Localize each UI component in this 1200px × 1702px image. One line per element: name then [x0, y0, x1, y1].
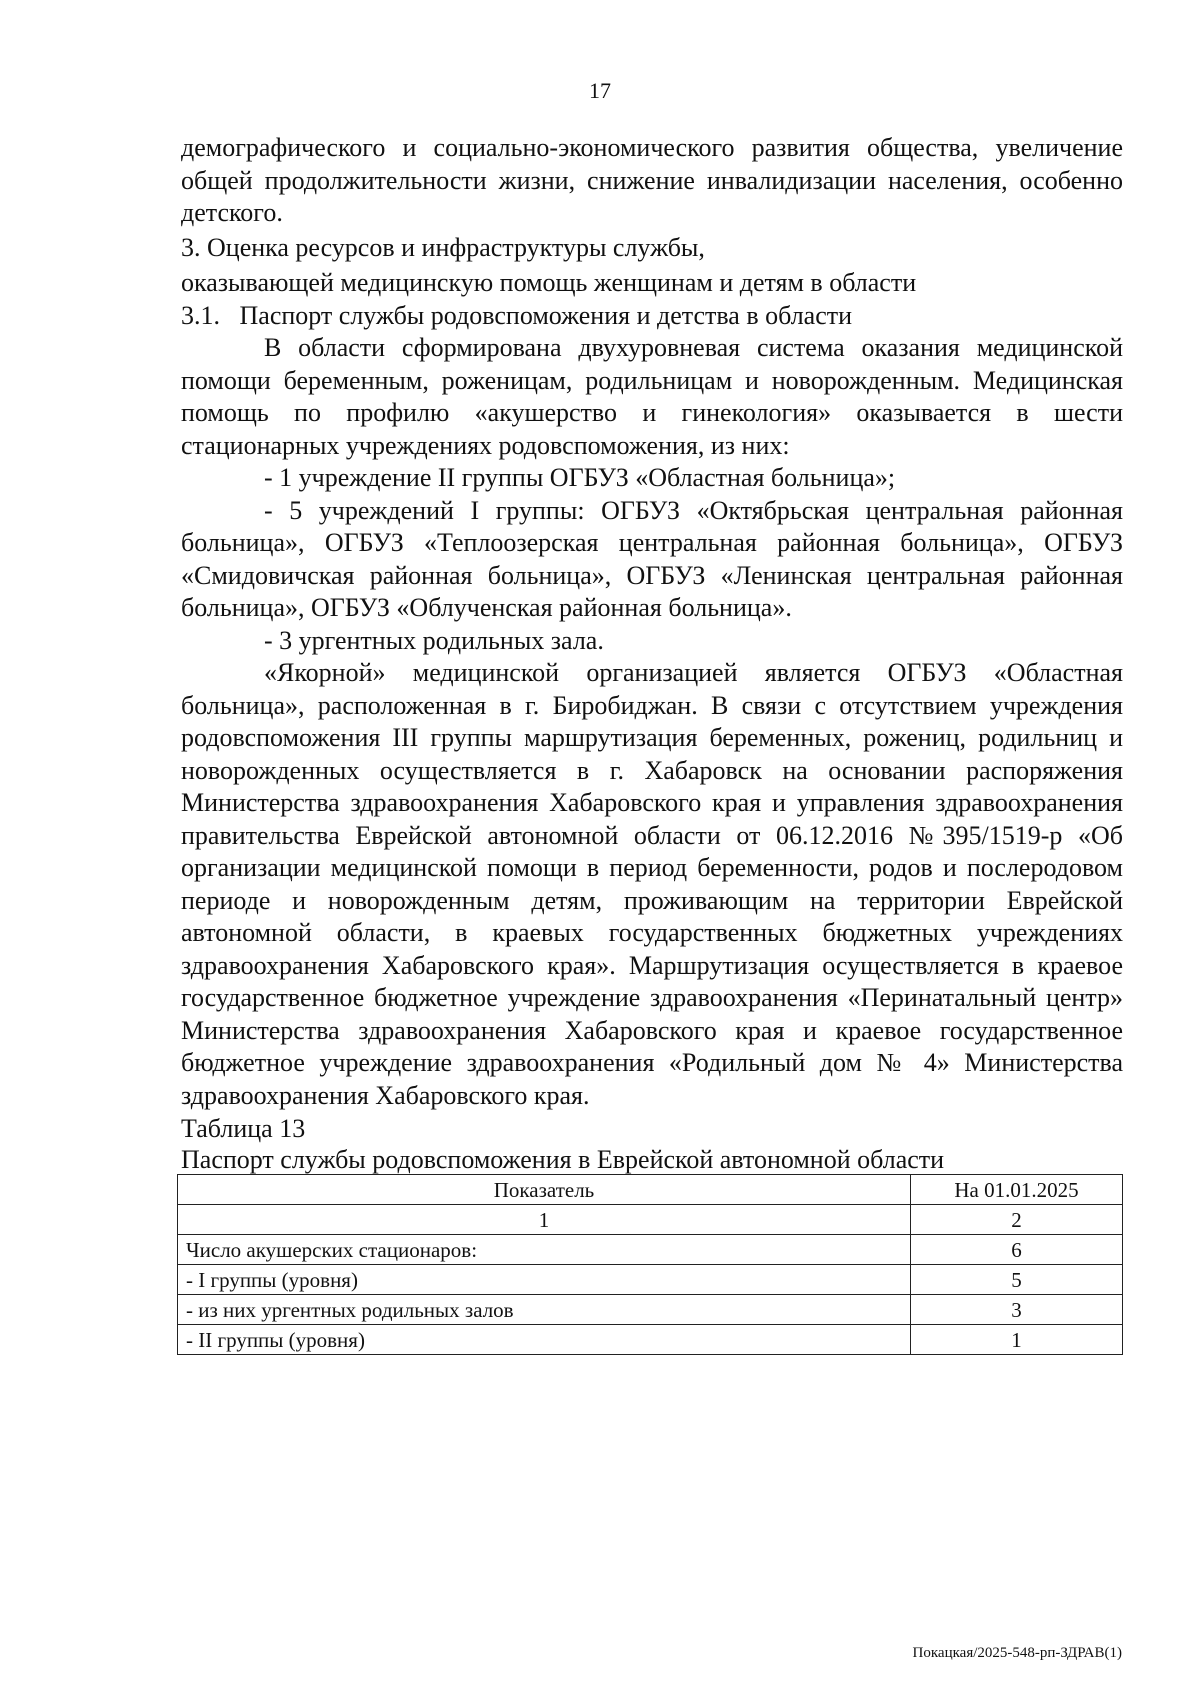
table-cell-value: 3 — [911, 1295, 1123, 1325]
table-header-date: На 01.01.2025 — [911, 1175, 1123, 1205]
document-footer-code: Покацкая/2025-548-рп-ЗДРАВ(1) — [912, 1645, 1122, 1661]
table-cell-label: - I группы (уровня) — [178, 1265, 911, 1295]
section-title-line2: оказывающей медицинскую помощь женщинам и детям в области — [181, 267, 917, 297]
section-title-line1: 3. Оценка ресурсов и инфраструктуры службы, — [181, 232, 705, 262]
section-title — [181, 230, 1123, 300]
passport-table — [177, 1174, 1123, 1355]
table-cell-value: 6 — [911, 1235, 1123, 1265]
table-number-cell: 1 — [178, 1205, 911, 1235]
paragraph-routing: «Якорной» медицинской организацией является ОГБУЗ «Областная больница», расположенная в г. Биробиджан. В связи с отсутствием учреждения родовспоможения III группы маршрутизация беременных, рожениц, родильниц и новорожденных осуществляется в г. Хабаровск на основании распоряжения Министерства здравоохранения Хабаровского края и управления здравоохранения правительства Еврейской автономной области от 06.12.2016 №395/1519-р «Об организации медицинской помощи в период беременности, родов и послеродовом периоде и новорожденным детям, проживающим на территории Еврейской автономной области, в краевых государственных бюджетных учреждениях здравоохранения Хабаровского края». Маршрутизация осуществляется в краевое государственное бюджетное учреждение здравоохранения «Перинатальный центр» Министерства здравоохранения Хабаровского края и краевое государственное бюджетное учреждение здравоохранения «Родильный дом № 4» Министерства здравоохранения Хабаровского края. — [181, 658, 1123, 1110]
table-cell-value: 5 — [911, 1265, 1123, 1295]
table-cell-value: 1 — [911, 1325, 1123, 1355]
table-cell-label: - из них ургентных родильных залов — [178, 1295, 911, 1325]
table-cell-label: Число акушерских стационаров: — [178, 1235, 911, 1265]
page-number: 17 — [589, 78, 611, 103]
table-cell-label: - II группы (уровня) — [178, 1325, 911, 1355]
paragraph-system: В области сформирована двухуровневая система оказания медицинской помощи беременным, роженицам, родильницам и новорожденным. Медицинская помощь по профилю «акушерство и гинекология» оказывается в шести стационарных учреждениях родовспоможения, из них: — [181, 333, 1123, 460]
table-numbering-row — [178, 1205, 1123, 1235]
table-row — [178, 1235, 1123, 1265]
table-number-cell: 2 — [911, 1205, 1123, 1235]
list-item-group-1: - 5 учреждений I группы: ОГБУЗ «Октябрьская центральная районная больница», ОГБУЗ «Теплоозерская центральная районная больница», ОГБУЗ «Смидовичская районная больница», ОГБУЗ «Ленинская центральная районная больница», ОГБУЗ «Облученская районная больница». — [181, 495, 1123, 622]
table-row — [178, 1295, 1123, 1325]
table-header-indicator: Показатель — [178, 1175, 911, 1205]
list-item-urgent-halls: - 3 ургентных родильных зала. — [264, 625, 604, 655]
subsection-title: 3.1. Паспорт службы родовспоможения и детства в области — [181, 300, 853, 330]
document-body — [181, 132, 1123, 1355]
paragraph-continuation: демографического и социально-экономического развития общества, увеличение общей продолжительности жизни, снижение инвалидизации населения, особенно детского. — [181, 133, 1123, 227]
table-row — [178, 1265, 1123, 1295]
table-row — [178, 1325, 1123, 1355]
table-label: Таблица 13 — [181, 1114, 306, 1143]
table-header-row — [178, 1175, 1123, 1205]
list-item-group-2: - 1 учреждение II группы ОГБУЗ «Областная больница»; — [264, 463, 896, 492]
table-title: Паспорт службы родовспоможения в Еврейской автономной области — [181, 1145, 945, 1174]
